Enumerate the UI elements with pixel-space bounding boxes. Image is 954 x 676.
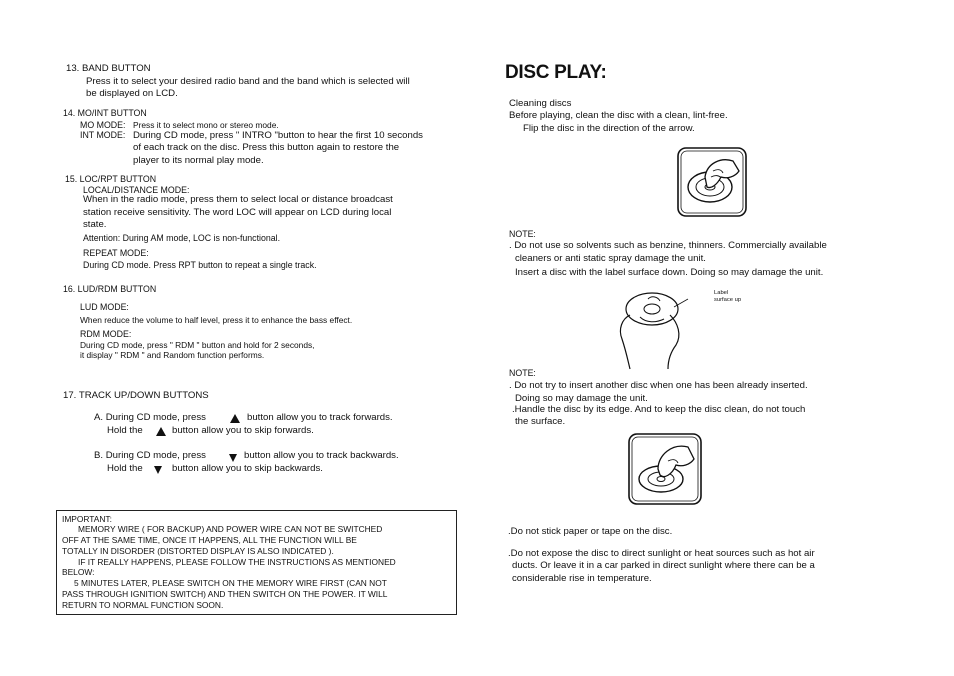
rdm-mode-text-1: During CD mode, press " RDM " button and hold for 2 seconds, <box>80 340 315 350</box>
note-2-text-2: Doing so may damage the unit. <box>515 393 648 404</box>
int-mode-label: INT MODE: <box>80 130 126 140</box>
band-button-text-1: Press it to select your desired radio band and the band which is selected will <box>86 76 410 87</box>
disc-holding-illustration <box>610 289 690 371</box>
note-2-text-4: the surface. <box>515 416 566 427</box>
sunlight-text-2: ducts. Or leave it in a car parked in direct sunlight where there can be a <box>512 560 815 571</box>
rdm-mode-text-2: it display " RDM " and Random function performs. <box>80 350 265 360</box>
local-distance-label: LOCAL/DISTANCE MODE: <box>83 185 190 195</box>
important-line-4: IF IT REALLY HAPPENS, PLEASE FOLLOW THE INSTRUCTIONS AS MENTIONED <box>78 557 396 567</box>
attention-text: Attention: During AM mode, LOC is non-functional. <box>83 233 281 243</box>
rdm-mode-label: RDM MODE: <box>80 329 132 339</box>
band-button-heading: 13. BAND BUTTON <box>66 63 151 74</box>
local-distance-text-1: When in the radio mode, press them to select local or distance broadcast <box>83 194 393 205</box>
int-mode-text-1: During CD mode, press " INTRO "button to hear the first 10 seconds <box>133 130 423 141</box>
page-title: DISC PLAY: <box>505 62 607 83</box>
note-2-text-1: . Do not try to insert another disc when one has been already inserted. <box>509 380 808 391</box>
sunlight-text-3: considerable rise in temperature. <box>512 573 652 584</box>
paper-tape-note: .Do not stick paper or tape on the disc. <box>508 526 673 537</box>
label-caption-2: surface up <box>714 297 742 303</box>
important-line-1: MEMORY WIRE ( FOR BACKUP) AND POWER WIRE CAN NOT BE SWITCHED <box>78 524 383 534</box>
disc-cleaning-illustration <box>677 147 747 217</box>
track-b2-post: button allow you to skip backwards. <box>172 463 323 474</box>
repeat-mode-label: REPEAT MODE: <box>83 248 149 258</box>
disc-edge-illustration <box>628 433 702 505</box>
important-line-8: RETURN TO NORMAL FUNCTION SOON. <box>62 600 224 610</box>
local-distance-text-3: state. <box>83 219 107 230</box>
track-up-arrow-icon <box>230 414 240 423</box>
cleaning-heading: Cleaning discs <box>509 98 572 109</box>
lud-mode-label: LUD MODE: <box>80 302 129 312</box>
important-line-7: PASS THROUGH IGNITION SWITCH) AND THEN SWITCH ON THE POWER. IT WILL <box>62 589 388 599</box>
cleaning-text-1: Before playing, clean the disc with a clean, lint-free. <box>509 110 728 121</box>
note-2-text-3: .Handle the disc by its edge. And to keep the disc clean, do not touch <box>512 404 806 415</box>
band-button-text-2: be displayed on LCD. <box>86 88 178 99</box>
important-line-3: TOTALLY IN DISORDER (DISTORTED DISPLAY IS ALSO INDICATED ). <box>62 546 334 556</box>
track-b-post: button allow you to track backwards. <box>244 450 399 461</box>
loc-rpt-heading: 15. LOC/RPT BUTTON <box>65 174 157 184</box>
repeat-mode-text: During CD mode. Press RPT button to repeat a single track. <box>83 260 317 270</box>
skip-down-arrow-icon <box>154 466 162 474</box>
note-2-heading: NOTE: <box>509 368 536 378</box>
important-line-2: OFF AT THE SAME TIME, ONCE IT HAPPENS, ALL THE FUNCTION WILL BE <box>62 535 357 545</box>
note-1-text-2: cleaners or anti static spray damage the unit. <box>515 253 706 264</box>
local-distance-text-2: station receive sensitivity. The word LOC will appear on LCD during local <box>83 207 392 218</box>
track-b2-pre: Hold the <box>107 463 143 474</box>
mo-mode-label: MO MODE: <box>80 120 126 130</box>
track-down-arrow-icon <box>229 454 237 462</box>
important-line-6: 5 MINUTES LATER, PLEASE SWITCH ON THE MEMORY WIRE FIRST (CAN NOT <box>74 578 387 588</box>
track-a2-post: button allow you to skip forwards. <box>172 425 314 436</box>
skip-up-arrow-icon <box>156 427 166 436</box>
note-1-text-1: . Do not use so solvents such as benzine, thinners. Commercially available <box>509 240 827 251</box>
cleaning-text-2: Flip the disc in the direction of the arrow. <box>523 123 695 134</box>
lud-rdm-heading: 16. LUD/RDM BUTTON <box>63 284 157 294</box>
important-heading: IMPORTANT: <box>62 514 112 524</box>
track-a2-pre: Hold the <box>107 425 143 436</box>
sunlight-text-1: .Do not expose the disc to direct sunlight or heat sources such as hot air <box>508 548 815 559</box>
important-line-5: BELOW: <box>62 567 95 577</box>
note-1-text-3: Insert a disc with the label surface down. Doing so may damage the unit. <box>515 267 824 278</box>
mo-mode-text: Press it to select mono or stereo mode. <box>133 120 279 130</box>
label-caption-1: Label <box>714 290 729 296</box>
mo-int-heading: 14. MO/INT BUTTON <box>63 108 147 118</box>
note-1-heading: NOTE: <box>509 229 536 239</box>
int-mode-text-3: player to its normal play mode. <box>133 155 264 166</box>
track-buttons-heading: 17. TRACK UP/DOWN BUTTONS <box>63 390 209 401</box>
lud-mode-text: When reduce the volume to half level, press it to enhance the bass effect. <box>80 315 353 325</box>
track-b-pre: B. During CD mode, press <box>94 450 206 461</box>
int-mode-text-2: of each track on the disc. Press this button again to restore the <box>133 142 400 153</box>
track-a-pre: A. During CD mode, press <box>94 412 206 423</box>
track-a-post: button allow you to track forwards. <box>247 412 393 423</box>
